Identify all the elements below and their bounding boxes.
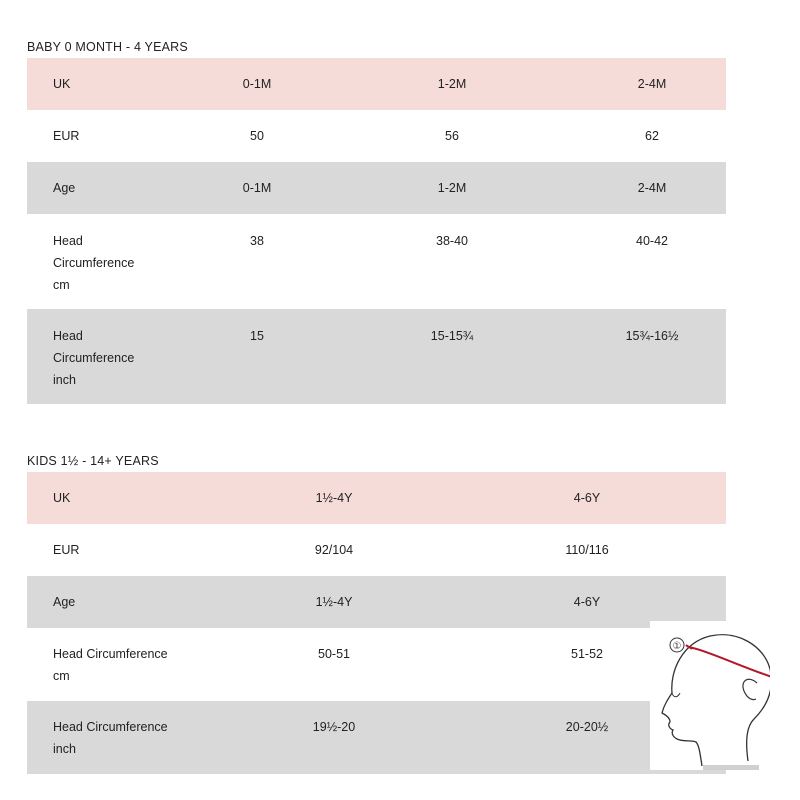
table-cell: 2-4M [637, 181, 667, 195]
head-measurement-figure [650, 621, 770, 770]
kids-size-table [27, 472, 726, 774]
table-cell: 50-51 [318, 647, 350, 661]
table-cell: 4-6Y [573, 491, 601, 505]
row-label: UK [53, 491, 71, 505]
table-row-uk [27, 58, 726, 110]
table-cell: 1-2M [437, 181, 467, 195]
row-label: UK [53, 77, 71, 91]
row-label: Head Circumference cm [53, 647, 168, 683]
row-label: Head Circumference inch [53, 329, 135, 387]
row-label: Age [53, 595, 76, 609]
row-label: Head Circumference inch [53, 720, 168, 756]
table-cell: 15¾-16½ [625, 329, 679, 343]
table-row-head-inch [27, 701, 726, 774]
table-cell: 50 [250, 129, 264, 143]
table-cell: 62 [645, 129, 659, 143]
head-measurement-icon [650, 621, 770, 770]
row-label: EUR [53, 129, 80, 143]
baby-section-title: BABY 0 MONTH - 4 YEARS [27, 40, 188, 54]
table-cell: 110/116 [565, 543, 609, 557]
table-cell: 15-15¾ [430, 329, 474, 343]
table-cell: 1½-4Y [315, 595, 353, 609]
table-row-age [27, 576, 726, 628]
table-cell: 2-4M [637, 77, 667, 91]
table-cell: 19½-20 [312, 720, 356, 734]
table-cell: 15 [250, 329, 264, 343]
table-cell: 0-1M [242, 77, 272, 91]
kids-section-title: KIDS 1½ - 14+ YEARS [27, 454, 159, 468]
table-cell: 20-20½ [565, 720, 609, 734]
table-cell: 0-1M [242, 181, 272, 195]
table-cell: 51-52 [571, 647, 603, 661]
table-cell: 40-42 [636, 234, 668, 248]
table-row-eur [27, 110, 726, 162]
table-cell: 92/104 [314, 543, 354, 557]
table-row-head-inch [27, 309, 726, 404]
table-cell: 38 [250, 234, 264, 248]
baby-size-table [27, 58, 726, 404]
table-cell: 4-6Y [573, 595, 601, 609]
table-cell: 1½-4Y [315, 491, 353, 505]
table-cell: 38-40 [436, 234, 468, 248]
row-label: Head Circumference cm [53, 234, 135, 292]
table-row-eur [27, 524, 726, 576]
table-row-head-cm [27, 214, 726, 309]
table-cell: 56 [445, 129, 459, 143]
table-row-age [27, 162, 726, 214]
table-cell: 1-2M [437, 77, 467, 91]
table-row-uk [27, 472, 726, 524]
figure-caption-bar [703, 765, 759, 770]
figure-marker-label: ① [672, 641, 682, 652]
table-row-head-cm [27, 628, 726, 701]
row-label: Age [53, 181, 76, 195]
row-label: EUR [53, 543, 80, 557]
